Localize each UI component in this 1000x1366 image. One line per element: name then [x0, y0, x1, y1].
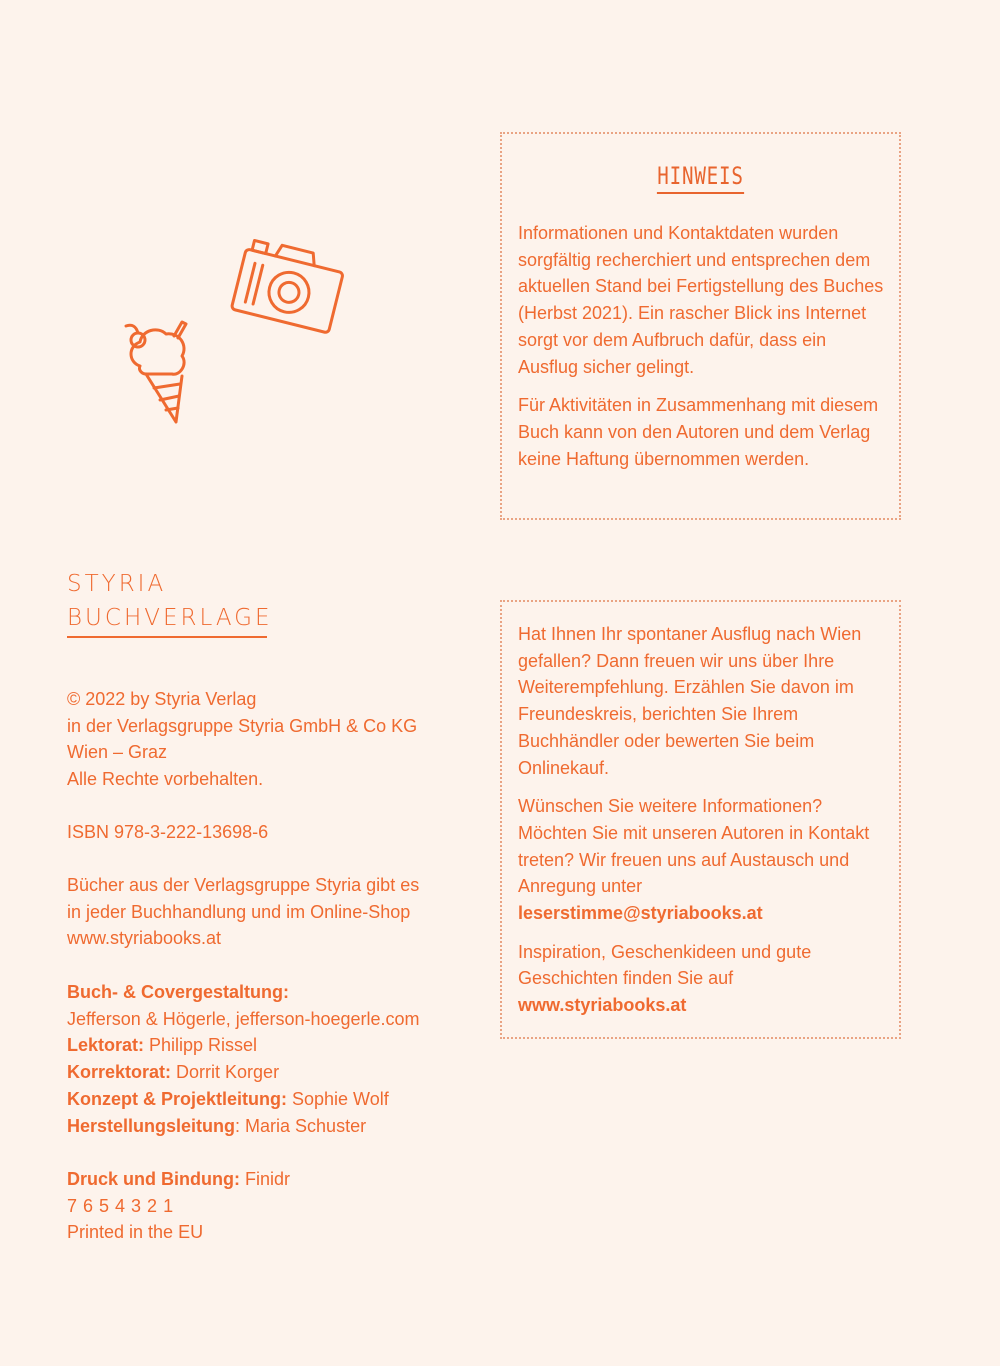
proofreading-label: Korrektorat: — [67, 1062, 172, 1083]
notice-paragraph-2: Für Aktivitäten in Zusammenhang mit diesem Buch kann von den Autoren und dem Verlag keine Haftung übernommen werden. — [518, 395, 879, 469]
proofreading-value: Dorrit Korger — [171, 1062, 280, 1083]
editing-label: Lektorat: — [67, 1035, 145, 1056]
printing-block — [67, 1166, 487, 1246]
location-line: Wien – Graz — [67, 742, 168, 763]
design-label: Buch- & Covergestaltung: — [67, 982, 290, 1002]
edition-numbers: 7 6 5 4 3 2 1 — [67, 1195, 174, 1216]
logo-line-1: STYRIA — [67, 571, 167, 597]
availability-line-1: Bücher aus der Verlagsgruppe Styria gibt es — [67, 875, 420, 895]
contact-email-link[interactable]: leserstimme@styriabooks.at — [518, 903, 763, 924]
publisher-logo — [67, 567, 273, 635]
editing-value: Philipp Rissel — [144, 1035, 258, 1056]
feedback-text — [518, 621, 885, 1031]
logo-underline — [67, 636, 267, 638]
printed-in: Printed in the EU — [67, 1222, 204, 1243]
website-link[interactable]: www.styriabooks.at — [518, 995, 687, 1016]
production-label: Herstellungsleitung — [67, 1115, 236, 1136]
design-value: Jefferson & Högerle, jefferson-hoegerle.com — [67, 1008, 420, 1029]
isbn: ISBN 978-3-222-13698-6 — [67, 822, 269, 842]
concept-label: Konzept & Projektleitung: — [67, 1088, 287, 1109]
copyright-block — [67, 686, 487, 793]
copyright-line: © 2022 by Styria Verlag — [67, 689, 257, 709]
printing-value: Finidr — [239, 1169, 290, 1189]
availability-block — [67, 872, 487, 952]
feedback-box — [500, 600, 901, 1039]
availability-website[interactable]: www.styriabooks.at — [67, 928, 222, 949]
logo-line-2: BUCHVERLAGE — [67, 605, 273, 631]
printing-label: Druck und Bindung: — [67, 1169, 240, 1189]
production-value: : Maria Schuster — [235, 1115, 367, 1136]
publisher-group-line: in der Verlagsgruppe Styria GmbH & Co KG — [67, 715, 418, 736]
feedback-paragraph-3 — [518, 939, 885, 1019]
isbn-block — [67, 819, 487, 846]
notice-text — [518, 220, 885, 484]
availability-line-2: in jeder Buchhandlung und im Online-Shop — [67, 901, 411, 922]
notice-box — [500, 132, 901, 520]
concept-value: Sophie Wolf — [287, 1088, 389, 1109]
contact-text: Wünschen Sie weitere Informationen? Möchten Sie mit unseren Autoren in Kontakt treten? Wir freuen uns auf Austausch und Anregung unter — [518, 796, 870, 897]
notice-paragraph-1: Informationen und Kontaktdaten wurden sorgfältig recherchiert und entsprechen dem aktuellen Stand bei Fertigstellung des Buches (Herbst 2021). Ein rascher Blick ins Internet sorgt vor dem Aufbruch dafür, dass ein Ausflug sicher gelingt. — [518, 223, 884, 377]
ice-cream-cone-icon — [118, 318, 198, 430]
rights-line: Alle Rechte vorbehalten. — [67, 769, 264, 790]
feedback-paragraph-1: Hat Ihnen Ihr spontaner Ausflug nach Wien gefallen? Dann freuen wir uns über Ihre Weiterempfehlung. Erzählen Sie davon im Freundeskreis, berichten Sie Ihrem Buchhändler oder bewerten Sie beim Onlinekauf. — [518, 624, 862, 778]
credits-block — [67, 979, 487, 1139]
notice-title: HINWEIS — [657, 162, 744, 194]
camera-icon — [228, 236, 348, 336]
inspiration-text: Inspiration, Geschenkideen und gute Geschichten finden Sie auf — [518, 941, 812, 989]
feedback-paragraph-2 — [518, 793, 885, 927]
